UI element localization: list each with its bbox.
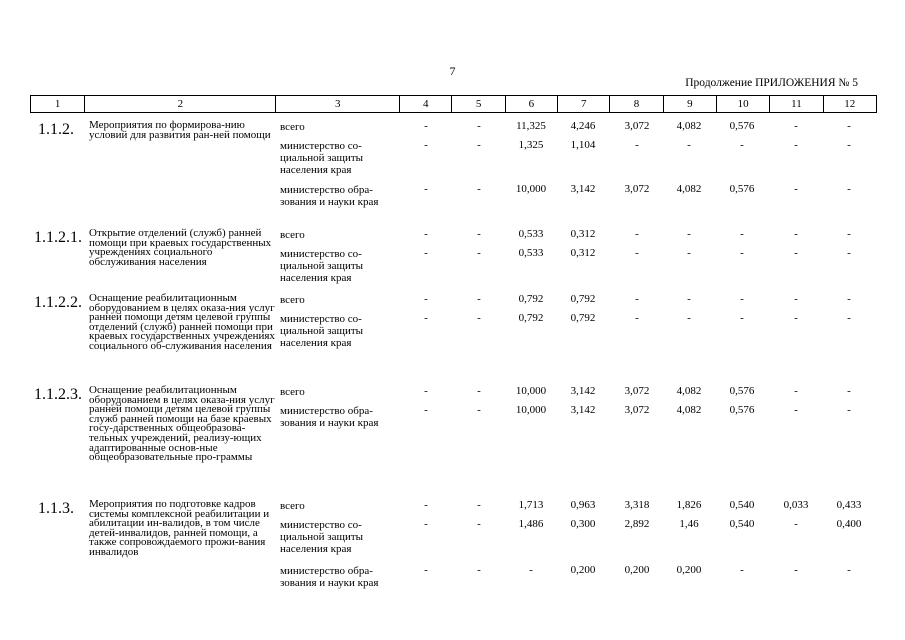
value-cell: 1,486	[518, 518, 544, 530]
value-cell: -	[687, 228, 691, 240]
value-cell: 1,826	[676, 499, 702, 511]
value-cell: -	[635, 139, 639, 151]
value-cell: 0,033	[783, 499, 809, 511]
value-cell: -	[424, 312, 428, 324]
value-cell: -	[635, 312, 639, 324]
value-cell: -	[477, 293, 481, 305]
activity-name: Оснащение реабилитационным оборудованием в целях оказа-ния услуг ранней помощи детям целевой группы отделений (служб) ранней помощи при краевых государственных учреждениях социального об-служивания населения	[89, 292, 275, 352]
value-cell: -	[424, 404, 428, 416]
value-cell: -	[740, 564, 744, 576]
value-cell: -	[424, 499, 428, 511]
value-cell: -	[794, 293, 798, 305]
value-cell: -	[424, 139, 428, 151]
value-cell: 3,142	[570, 385, 596, 397]
funding-source: всего	[280, 294, 305, 306]
value-cell: -	[687, 293, 691, 305]
value-cell: 4,246	[570, 120, 596, 132]
value-cell: 1,325	[518, 139, 544, 151]
value-cell: 0,540	[729, 499, 755, 511]
value-cell: -	[794, 120, 798, 132]
value-cell: 0,200	[676, 564, 702, 576]
funding-source: министерство со-циальной защиты населения края	[280, 248, 364, 284]
value-cell: 0,792	[570, 293, 596, 305]
value-cell: -	[477, 247, 481, 259]
value-cell: -	[477, 385, 481, 397]
value-cell: 0,792	[570, 312, 596, 324]
column-header: 7	[558, 96, 610, 113]
value-cell: 1,104	[570, 139, 596, 151]
value-cell: -	[477, 120, 481, 132]
value-cell: 3,318	[624, 499, 650, 511]
value-cell: 3,072	[624, 385, 650, 397]
row-number: 1.1.2.1.	[34, 229, 82, 246]
funding-source: всего	[280, 121, 305, 133]
value-cell: -	[847, 404, 851, 416]
funding-source: министерство со-циальной защиты населения края	[280, 313, 364, 349]
value-cell: -	[847, 293, 851, 305]
value-cell: 0,312	[570, 247, 596, 259]
value-cell: 3,142	[570, 404, 596, 416]
value-cell: -	[477, 312, 481, 324]
value-cell: 3,072	[624, 183, 650, 195]
value-cell: -	[794, 139, 798, 151]
value-cell: 4,082	[676, 183, 702, 195]
value-cell: -	[794, 564, 798, 576]
value-cell: 4,082	[676, 385, 702, 397]
value-cell: -	[740, 312, 744, 324]
row-number: 1.1.3.	[38, 500, 74, 517]
value-cell: -	[424, 518, 428, 530]
value-cell: -	[847, 120, 851, 132]
value-cell: 0,200	[570, 564, 596, 576]
value-cell: 2,892	[624, 518, 650, 530]
value-cell: -	[740, 247, 744, 259]
funding-source: министерство обра-зования и науки края	[280, 405, 379, 429]
value-cell: 0,576	[729, 385, 755, 397]
activity-name: Открытие отделений (служб) ранней помощи при краевых государственных учреждениях социального обслуживания населения	[89, 227, 272, 268]
value-cell: -	[687, 247, 691, 259]
funding-source: министерство обра-зования и науки края	[280, 565, 379, 589]
value-cell: -	[424, 247, 428, 259]
value-cell: -	[477, 228, 481, 240]
value-cell: 11,325	[516, 120, 546, 132]
value-cell: 0,433	[836, 499, 862, 511]
value-cell: -	[847, 564, 851, 576]
value-cell: -	[740, 139, 744, 151]
value-cell: -	[477, 139, 481, 151]
value-cell: -	[847, 139, 851, 151]
value-cell: -	[635, 293, 639, 305]
value-cell: -	[635, 247, 639, 259]
value-cell: -	[847, 183, 851, 195]
value-cell: 10,000	[515, 183, 547, 195]
funding-source: министерство со-циальной защиты населения края	[280, 519, 364, 555]
column-header: 10	[716, 96, 769, 113]
value-cell: 0,576	[729, 183, 755, 195]
column-header: 9	[663, 96, 716, 113]
value-cell: -	[740, 293, 744, 305]
value-cell: -	[794, 247, 798, 259]
column-header-row	[30, 95, 877, 113]
value-cell: -	[794, 385, 798, 397]
value-cell: -	[847, 247, 851, 259]
activity-name: Мероприятия по подготовке кадров системы комплексной реабилитации и абилитации ин-валидов, в том числе детей-инвалидов, ранней помощи, а также сопровождаемого прожи-вания инвалидов	[89, 498, 270, 558]
value-cell: 3,072	[624, 404, 650, 416]
value-cell: -	[794, 312, 798, 324]
value-cell: -	[424, 228, 428, 240]
value-cell: -	[794, 183, 798, 195]
funding-source: всего	[280, 386, 305, 398]
value-cell: -	[424, 183, 428, 195]
value-cell: 0,533	[518, 228, 544, 240]
value-cell: -	[477, 404, 481, 416]
funding-source: министерство со-циальной защиты населения края	[280, 140, 364, 176]
funding-source: всего	[280, 229, 305, 241]
value-cell: 4,082	[676, 404, 702, 416]
funding-source: всего	[280, 500, 305, 512]
value-cell: 0,533	[518, 247, 544, 259]
funding-source: министерство обра-зования и науки края	[280, 184, 379, 208]
value-cell: -	[687, 312, 691, 324]
value-cell: -	[424, 293, 428, 305]
value-cell: 4,082	[676, 120, 702, 132]
column-header: 6	[505, 96, 557, 113]
value-cell: 0,792	[518, 312, 544, 324]
column-header: 11	[770, 96, 823, 113]
value-cell: -	[794, 404, 798, 416]
value-cell: -	[529, 564, 533, 576]
value-cell: 0,540	[729, 518, 755, 530]
value-cell: 1,46	[679, 518, 699, 530]
column-header: 3	[276, 96, 400, 113]
column-header: 8	[610, 96, 663, 113]
column-header: 1	[31, 96, 85, 113]
value-cell: 0,312	[570, 228, 596, 240]
column-header: 12	[823, 96, 876, 113]
page-number: 7	[449, 64, 456, 78]
row-number: 1.1.2.2.	[34, 294, 82, 311]
value-cell: -	[477, 518, 481, 530]
value-cell: -	[794, 228, 798, 240]
value-cell: -	[847, 228, 851, 240]
value-cell: 0,200	[624, 564, 650, 576]
value-cell: 0,963	[570, 499, 596, 511]
value-cell: 3,142	[570, 183, 596, 195]
value-cell: 10,000	[515, 404, 547, 416]
value-cell: -	[740, 228, 744, 240]
value-cell: -	[477, 183, 481, 195]
value-cell: 0,300	[570, 518, 596, 530]
value-cell: -	[847, 312, 851, 324]
value-cell: 0,576	[729, 404, 755, 416]
column-header: 5	[452, 96, 505, 113]
continuation-title: Продолжение ПРИЛОЖЕНИЯ № 5	[685, 77, 858, 89]
value-cell: -	[794, 518, 798, 530]
value-cell: 0,792	[518, 293, 544, 305]
activity-name: Мероприятия по формирова-нию условий для развития ран-ней помощи	[89, 119, 271, 141]
value-cell: 1,713	[518, 499, 544, 511]
value-cell: -	[477, 564, 481, 576]
row-number: 1.1.2.	[38, 121, 74, 138]
column-header: 2	[85, 96, 276, 113]
value-cell: -	[477, 499, 481, 511]
value-cell: 3,072	[624, 120, 650, 132]
value-cell: -	[424, 564, 428, 576]
value-cell: -	[424, 120, 428, 132]
value-cell: 0,400	[836, 518, 862, 530]
value-cell: 10,000	[515, 385, 547, 397]
value-cell: -	[635, 228, 639, 240]
value-cell: -	[847, 385, 851, 397]
activity-name: Оснащение реабилитационным оборудованием в целях оказа-ния услуг ранней помощи детям целевой группы служб ранней помощи на базе краевых госу-дарственных общеобразова-тельных учреждений, реализу-ющих адаптированные основ-ные общеобразовательные про-граммы	[89, 384, 275, 464]
row-number: 1.1.2.3.	[34, 386, 82, 403]
column-header: 4	[400, 96, 452, 113]
value-cell: -	[687, 139, 691, 151]
value-cell: 0,576	[729, 120, 755, 132]
value-cell: -	[424, 385, 428, 397]
